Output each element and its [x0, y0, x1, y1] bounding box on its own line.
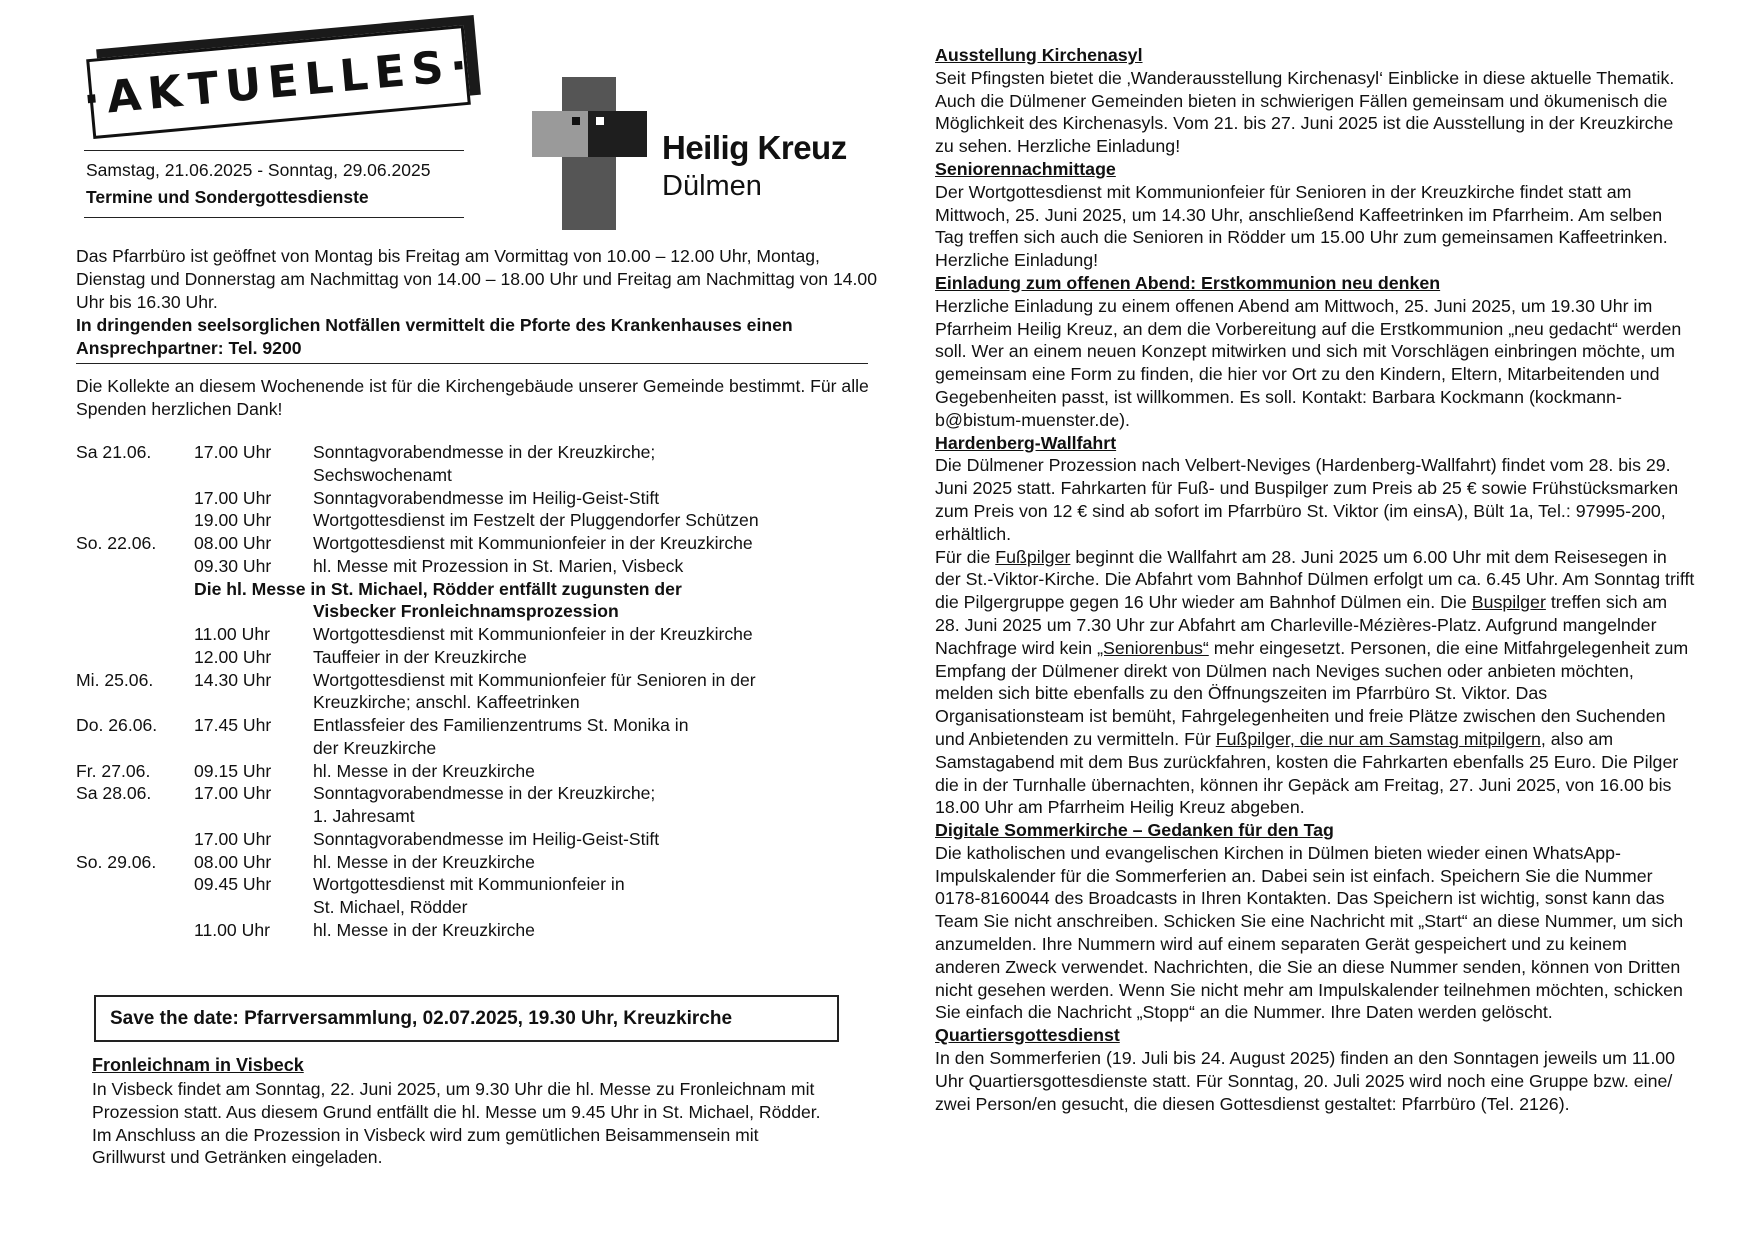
schedule-notice: Die hl. Messe in St. Michael, Rödder entfällt zugunsten der [194, 578, 682, 599]
schedule-notice: Visbecker Fronleichnamsprozession [313, 601, 619, 622]
quartier-text: In den Sommerferien (19. Juli bis 24. August 2025) finden an den Sonntagen jeweils um 11.00 Uhr Quartiersgottesdienste statt. Für Sonntag, 20. Juli 2025 wird noch eine Gruppe bzw. eine/ zwei Person/en gesucht, die diesen Gottesdienst gestaltet: Pfarrbüro (Tel. 2126). [935, 1048, 1676, 1114]
section-subtitle: Termine und Sondergottesdienste [86, 187, 369, 207]
schedule-row: 17.00 Uhr Sonntagvorabendmesse im Heilig-Geist-Stift [194, 828, 660, 849]
schedule-row: Kreuzkirche; anschl. Kaffeetrinken [313, 692, 580, 713]
schedule-row: 12.00 Uhr Tauffeier in der Kreuzkirche [194, 646, 527, 667]
aktuelles-stamp [80, 25, 477, 139]
hardenberg-text-2: Für die Fußpilger beginnt die Wallfahrt am 28. Juni 2025 um 6.00 Uhr mit dem Reisesegen in der St.-Viktor-Kirche. Die Abfahrt vom Bahnhof Dülmen erfolgt um ca. 6.45 Uhr. Am Sonntag trifft die Pilgergruppe gegen 16 Uhr wieder am Bahnhof Dülmen ein. Die Buspilger treffen sich am 28. Juni 2025 um 7.30 Uhr zur Abfahrt am Charleville-Mézières-Platz. Aufgrund mangelnder Nachfrage wird kein „Seniorenbus“ mehr eingesetzt. Personen, die eine Mitfahrgelegenheit zum Empfang der Dülmener direkt von Dülmen nach Neviges suchen oder anbieten möchten, melden sich bitte ebenfalls zu den Öffnungszeiten im Pfarrbüro St. Viktor. Das Organisationsteam ist bemüht, Fahrgelegenheiten und freie Plätze zwischen den Suchenden und Anbietenden zu vermitteln. Für Fußpilger, die nur am Samstag mitpilgern, also am Samstagabend mit dem Bus zurückfahren, kosten die Fahrkarten ebenfalls 25 Euro. Die Pilger die in der Turnhalle übernachten, können ihr Gepäck am Freitag, 27. Juni 2025, von 16.00 bis 18.00 Uhr am Pfarrheim Heilig Kreuz abgeben. [935, 546, 1695, 818]
erstkommunion-text: Herzliche Einladung zu einem offenen Abend am Mittwoch, 25. Juni 2025, um 19.30 Uhr im Pfarrheim Heilig Kreuz, an dem die Vorbereitung auf die Erstkommunion „neu gedacht“ werden soll. Wer an einem neuen Konzept mitwirken und sich mit Vorschlägen einbringen möchte, um gemeinsam eine Form zu finden, die hier vor Ort zu den Kindern, Eltern, Mitarbeitenden und Gegebenheiten passt, ist willkommen. Es soll. Kontakt: Barbara Kockmann (kockmann-b@bistum-muenster.de). [935, 295, 1682, 430]
date-range: Samstag, 21.06.2025 - Sonntag, 29.06.2025 [86, 160, 431, 180]
schedule-row: So. 29.06. 08.00 Uhr hl. Messe in der Kreuzkirche [76, 851, 535, 872]
parish-logo [532, 77, 847, 230]
senioren-text: Der Wortgottesdienst mit Kommunionfeier für Senioren in der Kreuzkirche findet statt am Mittwoch, 25. Juni 2025, um 14.30 Uhr, anschließend Kaffeetrinken im Pfarrheim. Am selben Tag treffen sich auch die Senioren in Rödder um 15.00 Uhr zum gemeinsamen Kaffeetrinken. Herzliche Einladung! [935, 181, 1668, 271]
fronleichnam-title: Fronleichnam in Visbeck [92, 1055, 304, 1075]
buspilger-link: Buspilger [1471, 592, 1546, 613]
office-hours-text: Das Pfarrbüro ist geöffnet von Montag bis Freitag am Vormittag von 10.00 – 12.00 Uhr, Montag, Dienstag und Donnerstag am Nachmittag von 14.00 – 18.00 Uhr und Freitag am Nachmittag von 14.00 Uhr bis 16.30 Uhr. [76, 246, 877, 312]
schedule-row: 11.00 Uhr hl. Messe in der Kreuzkirche [194, 919, 535, 940]
seniorenbus-link: „Seniorenbus“ [1097, 637, 1209, 658]
schedule-row: 09.45 Uhr Wortgottesdienst mit Kommunionfeier in [194, 874, 625, 895]
logo-place: Dülmen [662, 170, 762, 202]
samstag-pilger-link: Fußpilger, die nur am Samstag mitpilgern [1215, 728, 1541, 749]
emergency-notice: In dringenden seelsorglichen Notfällen vermittelt die Pforte des Krankenhauses einen Ansprechpartner: Tel. 9200 [76, 315, 793, 358]
schedule-row: Fr. 27.06. 09.15 Uhr hl. Messe in der Kreuzkirche [76, 760, 535, 781]
fusspilger-link: Fußpilger [995, 546, 1071, 567]
sommerkirche-text: Die katholischen und evangelischen Kirchen in Dülmen bieten wieder einen WhatsApp-Impulskalender für die Sommerferien an. Dabei sein ist einfach. Speichern Sie die Nummer 0178-8160044 des Broadcasts in Ihren Kontakten. Das Speichern ist wichtig, sonst kann das Team Sie nicht anschreiben. Schicken Sie eine Nachricht mit „Start“ an diese Nummer, um sich anzumelden. Ihre Nummern wird auf einem separaten Gerät gespeichert und zu keinem anderen Zweck verwendet. Nachrichten, die Sie an diese Nummer senden, können von Dritten nicht gesehen werden. Wenn Sie nicht mehr am Impulskalender teilnehmen möchten, schicken Sie einfach die Nachricht „Stopp“ an die Nummer. Ihre Daten werden gelöscht. [935, 842, 1684, 1023]
kirchenasyl-text: Seit Pfingsten bietet die ‚Wanderausstellung Kirchenasyl‘ Einblicke in diese aktuelle Thematik. Auch die Dülmener Gemeinden bieten in schwierigen Fällen gemeinsam und ökumenisch die Möglichkeit des Kirchenasyls. Vom 21. bis 27. Juni 2025 ist die Ausstellung in der Kreuzkirche zu sehen. Herzliche Einladung! [935, 67, 1675, 157]
schedule-row: 11.00 Uhr Wortgottesdienst mit Kommunionfeier in der Kreuzkirche [194, 624, 753, 644]
hardenberg-title: Hardenberg-Wallfahrt [935, 432, 1117, 453]
schedule-row: St. Michael, Rödder [313, 897, 468, 917]
kirchenasyl-title: Ausstellung Kirchenasyl [935, 45, 1143, 65]
schedule-table [76, 441, 896, 942]
schedule-row: Sechswochenamt [313, 464, 452, 485]
quartier-title: Quartiersgottesdienst [935, 1025, 1120, 1046]
date-header [84, 150, 464, 218]
schedule-row: Do. 26.06. 17.45 Uhr Entlassfeier des Familienzentrums St. Monika in [76, 715, 689, 735]
stamp-title: ·AKTUELLES· [80, 38, 477, 126]
save-the-date-box [94, 995, 839, 1042]
hardenberg-text-1: Die Dülmener Prozession nach Velbert-Neviges (Hardenberg-Wallfahrt) findet vom 28. bis 29. Juni 2025 statt. Fahrkarten für Fuß- und Buspilger zum Preis ab 25 € sowie Frühstücksmarken zum Preis von 12 € sind ab sofort im Pfarrbüro St. Viktor (im einsA), Bült 1a, Tel.: 97995-200, erhältlich. [935, 455, 1679, 544]
schedule-row: 17.00 Uhr Sonntagvorabendmesse im Heilig-Geist-Stift [194, 487, 660, 508]
sommerkirche-title: Digitale Sommerkirche – Gedanken für den Tag [935, 820, 1334, 841]
erstkommunion-title: Einladung zum offenen Abend: Erstkommunion neu denken [935, 272, 1441, 293]
divider [76, 363, 868, 364]
schedule-row: Sa 28.06. 17.00 Uhr Sonntagvorabendmesse in der Kreuzkirche; [76, 783, 656, 804]
cross-logo-icon [532, 77, 647, 230]
schedule-row: der Kreuzkirche [313, 737, 437, 758]
articles-column [935, 44, 1695, 1115]
senioren-title: Seniorennachmittage [935, 158, 1116, 179]
fronleichnam-text: In Visbeck findet am Sonntag, 22. Juni 2025, um 9.30 Uhr die hl. Messe zu Fronleichnam mit Prozession statt. Aus diesem Grund entfällt die hl. Messe um 9.45 Uhr in St. Michael, Rödder. Im Anschluss an die Prozession in Visbeck wird zum gemütlichen Beisammensein mit Grillwurst und Getränken eingeladen. [92, 1079, 821, 1168]
logo-name: Heilig Kreuz [662, 129, 847, 166]
schedule-row: Sa 21.06. 17.00 Uhr Sonntagvorabendmesse in der Kreuzkirche; [76, 442, 656, 462]
save-the-date-text: Save the date: Pfarrversammlung, 02.07.2025, 19.30 Uhr, Kreuzkirche [110, 1007, 733, 1029]
schedule-row: 1. Jahresamt [313, 806, 415, 826]
schedule-row: Mi. 25.06. 14.30 Uhr Wortgottesdienst mit Kommunionfeier für Senioren in der [76, 669, 756, 690]
schedule-row: So. 22.06. 08.00 Uhr Wortgottesdienst mit Kommunionfeier in der Kreuzkirche [76, 533, 753, 553]
schedule-row: 09.30 Uhr hl. Messe mit Prozession in St. Marien, Visbeck [194, 555, 684, 576]
schedule-row: 19.00 Uhr Wortgottesdienst im Festzelt der Pluggendorfer Schützen [194, 510, 759, 531]
collection-notice: Die Kollekte an diesem Wochenende ist für die Kirchengebäude unserer Gemeinde bestimmt. Für alle Spenden herzlichen Dank! [76, 376, 869, 419]
office-hours [76, 245, 881, 360]
